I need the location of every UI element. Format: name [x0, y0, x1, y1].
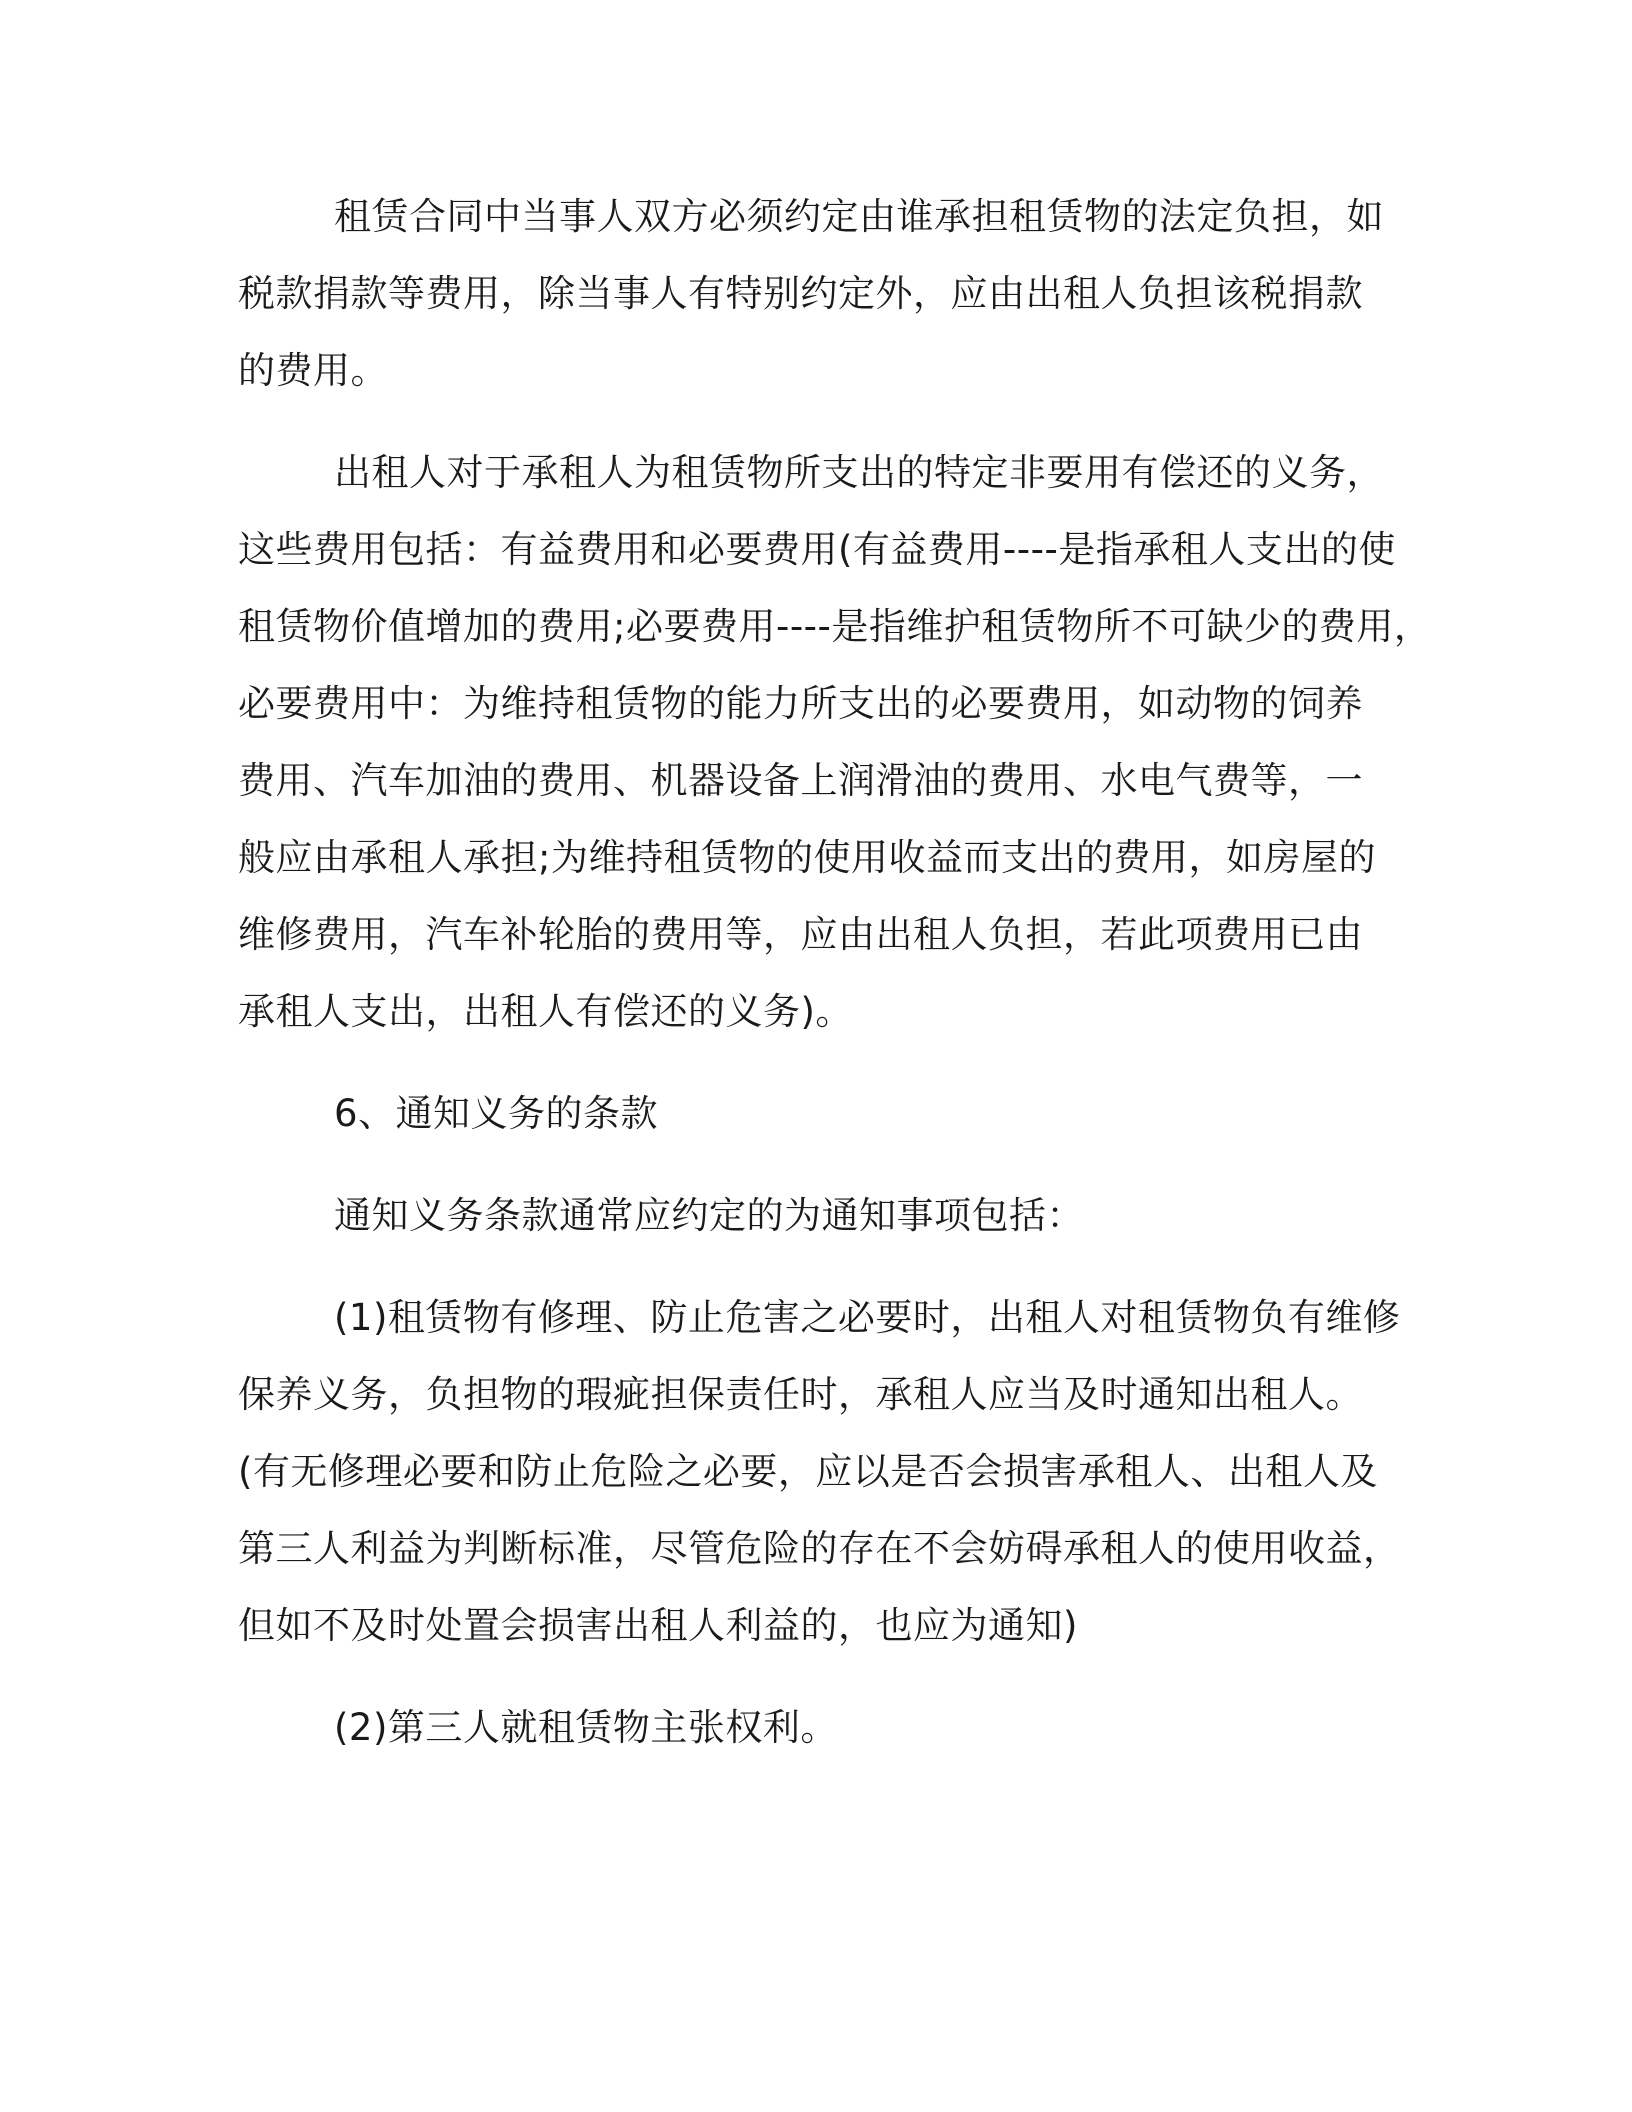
paragraph-line: 但如不及时处置会损害出租人利益的，也应为通知): [238, 1604, 1078, 1647]
paragraph-line: 租赁合同中当事人双方必须约定由谁承担租赁物的法定负担，如: [334, 195, 1384, 238]
paragraph-line: 租赁物价值增加的费用;必要费用----是指维护租赁物所不可缺少的费用，: [238, 605, 1432, 648]
paragraph-line: 通知义务条款通常应约定的为通知事项包括：: [334, 1194, 1084, 1237]
paragraph-line: 般应由承租人承担;为维持租赁物的使用收益而支出的费用，如房屋的: [238, 836, 1376, 879]
paragraph-line: 出租人对于承租人为租赁物所支出的特定非要用有偿还的义务，: [334, 451, 1384, 494]
paragraph-line: 保养义务，负担物的瑕疵担保责任时，承租人应当及时通知出租人。: [238, 1373, 1363, 1416]
paragraph-line: 费用、汽车加油的费用、机器设备上润滑油的费用、水电气费等，一: [238, 759, 1363, 802]
paragraph-line: 这些费用包括：有益费用和必要费用(有益费用----是指承租人支出的使: [238, 528, 1396, 571]
paragraph-line: 承租人支出，出租人有偿还的义务)。: [238, 990, 853, 1033]
paragraph-line: 第三人利益为判断标准，尽管危险的存在不会妨碍承租人的使用收益，: [238, 1527, 1401, 1570]
paragraph-line: (2)第三人就租赁物主张权利。: [334, 1706, 838, 1749]
paragraph-line: 必要费用中：为维持租赁物的能力所支出的必要费用，如动物的饲养: [238, 682, 1363, 725]
paragraph-line: 税款捐款等费用，除当事人有特别约定外，应由出租人负担该税捐款: [238, 272, 1363, 315]
section-heading-text: 6、通知义务的条款: [334, 1092, 659, 1135]
paragraph-line: 的费用。: [238, 349, 388, 392]
paragraph-line: (1)租赁物有修理、防止危害之必要时，出租人对租赁物负有维修: [334, 1296, 1401, 1339]
paragraph-line: 维修费用，汽车补轮胎的费用等，应由出租人负担，若此项费用已由: [238, 913, 1363, 956]
paragraph-line: (有无修理必要和防止危险之必要，应以是否会损害承租人、出租人及: [238, 1450, 1378, 1493]
